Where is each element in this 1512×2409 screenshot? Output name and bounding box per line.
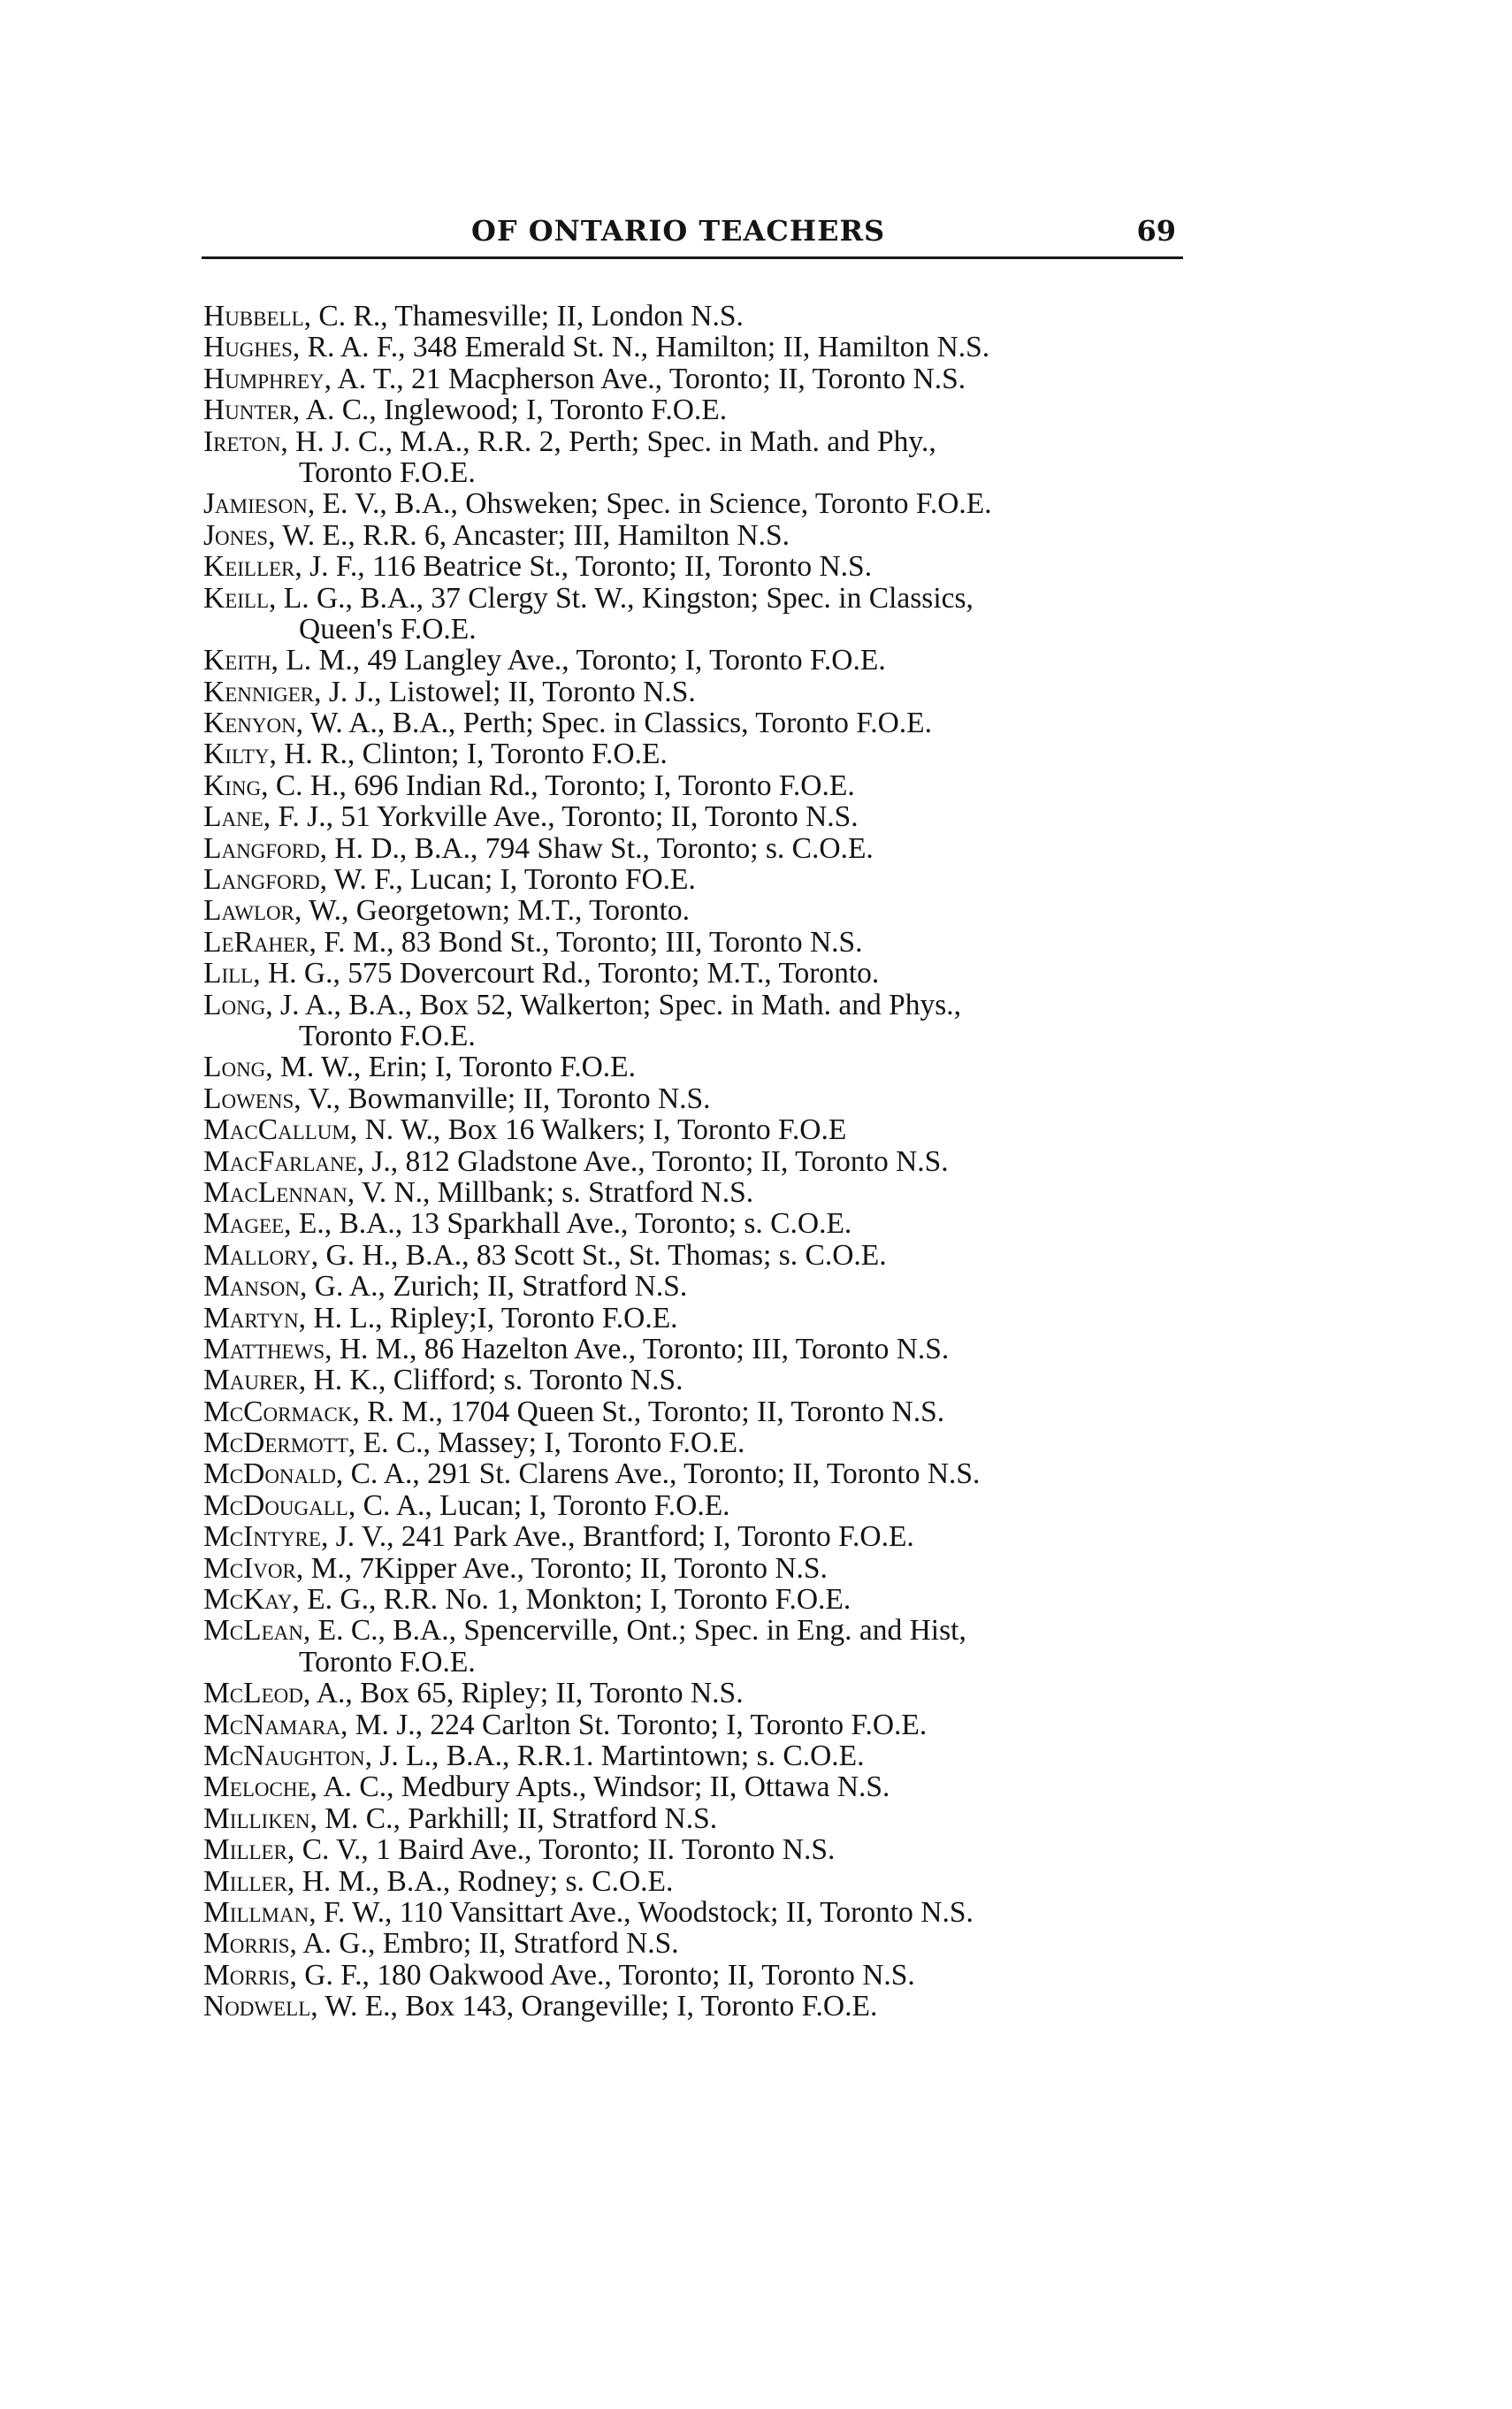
teacher-entry <box>203 426 1211 457</box>
entry-surname: Meloche, <box>203 1770 317 1804</box>
entry-details: G. F., 180 Oakwood Ave., Toronto; II, Toronto N.S. <box>296 1958 915 1992</box>
entry-surname: Maurer, <box>203 1364 307 1397</box>
entry-details: J. A., B.A., Box 52, Walkerton; Spec. in Math. and Phys., <box>272 988 962 1021</box>
entry-surname: Jamieson, <box>203 487 316 521</box>
teacher-entry <box>203 1991 1211 2022</box>
entry-surname: McLean, <box>203 1614 311 1648</box>
teacher-entry <box>203 958 1211 989</box>
teacher-entry <box>203 707 1211 738</box>
teacher-entry <box>203 1271 1211 1302</box>
entry-details: A. G., Embro; II, Stratford N.S. <box>296 1927 679 1961</box>
entry-details: J. J., Listowel; II, Toronto N.S. <box>321 675 696 708</box>
entry-details: W. F., Lucan; I, Toronto FO.E. <box>327 863 696 897</box>
teacher-entry <box>203 1678 1211 1709</box>
teacher-entry <box>203 1427 1211 1458</box>
entry-details: J. F., 116 Beatrice St., Toronto; II, Toronto N.S. <box>302 550 873 584</box>
teacher-entry <box>203 583 1211 614</box>
entry-surname: Millman, <box>203 1895 317 1929</box>
entry-details: G. H., B.A., 83 Scott St., St. Thomas; s. C.O.E. <box>318 1238 887 1272</box>
entry-surname: MacLennan, <box>203 1175 355 1209</box>
running-title: OF ONTARIO TEACHERS <box>471 214 886 248</box>
entry-details: R. M., 1704 Queen St., Toronto; II, Toronto N.S. <box>359 1395 945 1428</box>
entry-surname: Kilty, <box>203 738 277 771</box>
entry-surname: Humphrey, <box>203 362 332 395</box>
entry-surname: Kenniger, <box>203 675 322 708</box>
page-number: 69 <box>1136 214 1176 248</box>
entry-surname: Keiller, <box>203 550 302 584</box>
teacher-entry <box>203 1240 1211 1271</box>
entry-surname: McDougall, <box>203 1488 356 1522</box>
entry-details: C. V., 1 Baird Ave., Toronto; II. Toronto N.S. <box>294 1833 836 1867</box>
entry-details: A. T., 21 Macpherson Ave., Toronto; II, Toronto N.S. <box>332 362 966 395</box>
teacher-entry <box>203 1083 1211 1114</box>
entry-surname: Hunter, <box>203 394 301 427</box>
entry-details: A. C., Inglewood; I, Toronto F.O.E. <box>300 394 728 427</box>
teacher-entry <box>203 1928 1211 1959</box>
entry-details: H. M., 86 Hazelton Ave., Toronto; III, Toronto N.S. <box>332 1332 950 1365</box>
entry-details: Queen's F.O.E. <box>299 612 477 646</box>
entry-surname: McDermott, <box>203 1426 356 1460</box>
teacher-entry <box>203 363 1211 394</box>
entry-surname: McLeod, <box>203 1677 311 1710</box>
teacher-entry <box>203 301 1211 332</box>
teacher-entry <box>203 1553 1211 1584</box>
entry-details: C. A., 291 St. Clarens Ave., Toronto; II, Toronto N.S. <box>343 1457 981 1491</box>
entry-surname: MacFarlane, <box>203 1144 365 1178</box>
teacher-entry <box>203 1897 1211 1928</box>
entry-details: Toronto F.O.E. <box>299 455 476 489</box>
teacher-entry <box>203 801 1211 832</box>
teacher-entry <box>203 645 1211 676</box>
entry-continuation-line <box>203 1021 1211 1052</box>
entry-surname: Milliken, <box>203 1801 317 1835</box>
teacher-entry <box>203 1490 1211 1521</box>
entry-surname: McNaughton, <box>203 1739 372 1772</box>
teacher-entry <box>203 1740 1211 1771</box>
entry-surname: Lane, <box>203 800 271 834</box>
entry-details: M. C., Parkhill; II, Stratford N.S. <box>317 1801 718 1835</box>
entry-details: G. A., Zurich; II, Stratford N.S. <box>307 1270 688 1304</box>
teacher-entry <box>203 551 1211 582</box>
entry-details: W. A., B.A., Perth; Spec. in Classics, Toronto F.O.E. <box>303 707 932 740</box>
entry-details: Toronto F.O.E. <box>299 1019 476 1052</box>
teacher-entry <box>203 1114 1211 1145</box>
teacher-entry <box>203 1709 1211 1740</box>
teacher-entry <box>203 1584 1211 1615</box>
teacher-entry <box>203 864 1211 895</box>
entry-details: H. J. C., M.A., R.R. 2, Perth; Spec. in Math. and Phy., <box>287 424 936 458</box>
entry-details: J., 812 Gladstone Ave., Toronto; II, Toronto N.S. <box>364 1144 949 1178</box>
teacher-entry <box>203 488 1211 519</box>
teacher-entry <box>203 1866 1211 1897</box>
entry-surname: Morris, <box>203 1958 297 1992</box>
entry-surname: LeRaher, <box>203 925 317 959</box>
entry-surname: McIvor, <box>203 1551 304 1585</box>
teacher-entry <box>203 990 1211 1021</box>
entry-surname: Langford, <box>203 831 328 865</box>
entry-surname: Hubbell, <box>203 300 312 333</box>
entry-continuation-line <box>203 457 1211 488</box>
teacher-entry <box>203 1052 1211 1082</box>
entry-details: E. C., B.A., Spencerville, Ont.; Spec. in Eng. and Hist, <box>310 1614 966 1648</box>
entry-details: H. R., Clinton; I, Toronto F.O.E. <box>276 738 668 771</box>
entry-surname: Morris, <box>203 1927 297 1961</box>
teacher-entry <box>203 1334 1211 1365</box>
teacher-entry <box>203 677 1211 707</box>
teacher-entry <box>203 1803 1211 1834</box>
teacher-entry <box>203 520 1211 551</box>
entry-details: C. H., 696 Indian Rd., Toronto; I, Toronto F.O.E. <box>268 769 855 802</box>
teacher-entry <box>203 1834 1211 1865</box>
entry-surname: Langford, <box>203 863 328 897</box>
teacher-entry <box>203 738 1211 769</box>
entry-surname: Long, <box>203 988 273 1021</box>
entry-surname: Keith, <box>203 644 279 677</box>
entry-details: E. G., R.R. No. 1, Monkton; I, Toronto F.O.E. <box>299 1583 851 1617</box>
teacher-entry <box>203 1771 1211 1802</box>
teacher-entry <box>203 1458 1211 1489</box>
entry-surname: Lowens, <box>203 1082 302 1115</box>
entry-details: E. C., Massey; I, Toronto F.O.E. <box>355 1426 745 1460</box>
teacher-entry <box>203 1960 1211 1991</box>
entry-surname: Miller, <box>203 1833 295 1867</box>
entry-details: H. G., 575 Dovercourt Rd., Toronto; M.T., Toronto. <box>260 957 880 990</box>
entry-details: J. L., B.A., R.R.1. Martintown; s. C.O.E. <box>372 1739 865 1772</box>
entry-continuation-line <box>203 614 1211 645</box>
entry-surname: Keill, <box>203 581 277 615</box>
entry-details: W., Georgetown; M.T., Toronto. <box>302 894 691 928</box>
entry-surname: McIntyre, <box>203 1520 329 1554</box>
teacher-entry <box>203 927 1211 958</box>
entry-details: Toronto F.O.E. <box>299 1645 476 1679</box>
entry-details: E., B.A., 13 Sparkhall Ave., Toronto; s. C.O.E. <box>291 1207 852 1241</box>
entry-surname: Jones, <box>203 518 276 552</box>
teacher-entry <box>203 1521 1211 1552</box>
entry-details: N. W., Box 16 Walkers; I, Toronto F.O.E <box>357 1113 847 1147</box>
entry-details: H. L., Ripley;I, Toronto F.O.E. <box>306 1301 678 1335</box>
entry-details: W. E., R.R. 6, Ancaster; III, Hamilton N.S. <box>275 518 790 552</box>
entry-details: R. A. F., 348 Emerald St. N., Hamilton; II, Hamilton N.S. <box>300 331 990 364</box>
teacher-entry <box>203 833 1211 864</box>
entry-continuation-line <box>203 1647 1211 1678</box>
entry-surname: Ireton, <box>203 424 288 458</box>
entry-surname: McKay, <box>203 1583 300 1617</box>
entry-details: H. K., Clifford; s. Toronto N.S. <box>306 1364 683 1397</box>
teacher-entry <box>203 895 1211 926</box>
page-header <box>202 210 1183 259</box>
entry-surname: Matthews, <box>203 1332 332 1365</box>
entry-surname: Magee, <box>203 1207 292 1241</box>
entry-details: C. R., Thamesville; II, London N.S. <box>311 300 744 333</box>
entry-details: F. W., 110 Vansittart Ave., Woodstock; II, Toronto N.S. <box>316 1895 974 1929</box>
entry-surname: Nodwell, <box>203 1990 318 2023</box>
entry-surname: McNamara, <box>203 1708 348 1741</box>
entry-details: E. V., B.A., Ohsweken; Spec. in Science, Toronto F.O.E. <box>315 487 992 521</box>
entry-details: F. M., 83 Bond St., Toronto; III, Toronto N.S. <box>316 925 863 959</box>
teacher-entry <box>203 332 1211 363</box>
teacher-entry <box>203 1177 1211 1208</box>
entry-surname: Martyn, <box>203 1301 307 1335</box>
teacher-entry <box>203 1208 1211 1239</box>
entry-details: F. J., 51 Yorkville Ave., Toronto; II, Toronto N.S. <box>271 800 859 834</box>
entry-details: V. N., Millbank; s. Stratford N.S. <box>355 1175 754 1209</box>
entry-surname: Mallory, <box>203 1238 319 1272</box>
entry-surname: Lill, <box>203 957 261 990</box>
entry-surname: Miller, <box>203 1864 295 1898</box>
entry-surname: Hughes, <box>203 331 301 364</box>
entry-surname: Long, <box>203 1051 273 1084</box>
entry-details: A. C., Medbury Apts., Windsor; II, Ottawa N.S. <box>317 1770 890 1804</box>
entry-details: M. W., Erin; I, Toronto F.O.E. <box>272 1051 636 1084</box>
entry-surname: MacCallum, <box>203 1113 358 1147</box>
entry-surname: Kenyon, <box>203 707 304 740</box>
entry-details: M., 7Kipper Ave., Toronto; II, Toronto N.S. <box>303 1551 828 1585</box>
entry-details: L. G., B.A., 37 Clergy St. W., Kingston; Spec. in Classics, <box>276 581 974 615</box>
entry-details: L. M., 49 Langley Ave., Toronto; I, Toronto F.O.E. <box>278 644 886 677</box>
entry-surname: King, <box>203 769 269 802</box>
entry-surname: Lawlor, <box>203 894 302 928</box>
entry-details: W. E., Box 143, Orangeville; I, Toronto F.O.E. <box>317 1990 878 2023</box>
entry-details: C. A., Lucan; I, Toronto F.O.E. <box>355 1488 730 1522</box>
entry-surname: McCormack, <box>203 1395 360 1428</box>
teacher-list <box>203 301 1211 2022</box>
teacher-entry <box>203 1146 1211 1177</box>
entry-details: M. J., 224 Carlton St. Toronto; I, Toronto F.O.E. <box>347 1708 928 1741</box>
teacher-entry <box>203 1303 1211 1334</box>
teacher-entry <box>203 394 1211 425</box>
entry-surname: McDonald, <box>203 1457 344 1491</box>
teacher-entry <box>203 1365 1211 1396</box>
entry-details: J. V., 241 Park Ave., Brantford; I, Toronto F.O.E. <box>328 1520 914 1554</box>
entry-surname: Manson, <box>203 1270 308 1304</box>
entry-details: V., Bowmanville; II, Toronto N.S. <box>301 1082 711 1115</box>
entry-details: H. D., B.A., 794 Shaw St., Toronto; s. C.O.E. <box>327 831 874 865</box>
entry-details: H. M., B.A., Rodney; s. C.O.E. <box>294 1864 674 1898</box>
teacher-entry <box>203 1615 1211 1646</box>
teacher-entry <box>203 1396 1211 1427</box>
teacher-entry <box>203 770 1211 801</box>
entry-details: A., Box 65, Ripley; II, Toronto N.S. <box>310 1677 744 1710</box>
